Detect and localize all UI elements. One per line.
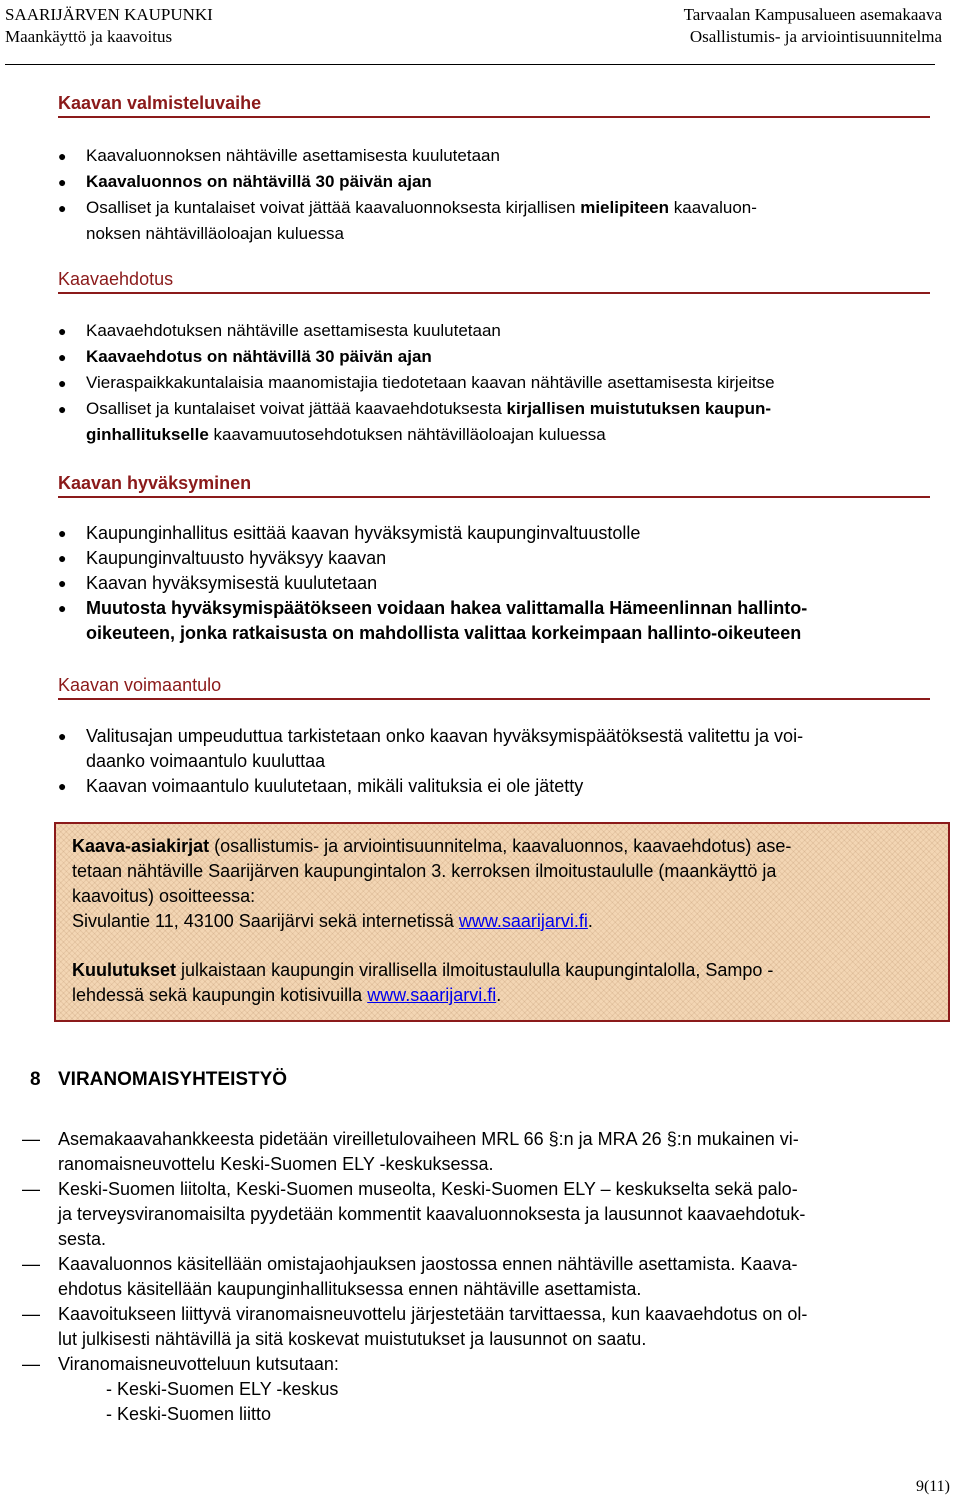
list-viranomaisyhteistyo (22, 1127, 942, 1427)
list-item: ● Osalliset ja kuntalaiset voivat jättää kaavaluonnoksesta kirjallisen mielipiteen kaavaluon- noksen nähtävilläoloajan kuluessa (58, 195, 958, 247)
notice-box (54, 822, 950, 1022)
list-item: ● Kaavaehdotuksen nähtäville asettamisesta kuulutetaan (58, 318, 958, 344)
header-rule (5, 64, 935, 65)
bullet-icon: ● (58, 174, 67, 190)
bullet-icon: ● (58, 600, 67, 616)
notice-paragraph-asiakirjat: Kaava-asiakirjat (osallistumis- ja arviointisuunnitelma, kaavaluonnos, kaavaehdotus) ase- tetaan nähtäville Saarijärven kaupungintalon 3. kerroksen ilmoitustaululle (maankäyttö ja kaavoitus) osoitteessa: Sivulantie 11, 43100 Saarijärvi sekä internetissä www.saarijarvi.fi. (72, 836, 792, 931)
bullet-icon: ● (58, 778, 67, 794)
page-number: 9(11) (915, 1478, 950, 1495)
dash-icon: — (22, 1304, 40, 1324)
sub-item: - Keski-Suomen liitto (106, 1404, 272, 1424)
section-title-valmisteluvaihe: Kaavan valmisteluvaihe (58, 92, 930, 118)
list-item: ● Kaavaluonnos on nähtävillä 30 päivän ajan (58, 169, 958, 195)
bullet-icon: ● (58, 375, 67, 391)
list-item: — Asemakaavahankkeesta pidetään vireilletulovaiheen MRL 66 §:n ja MRA 26 §:n mukainen vi- ranomaisneuvottelu Keski-Suomen ELY -keskuksessa. (22, 1129, 799, 1174)
section-title-voimaantulo: Kaavan voimaantulo (58, 674, 930, 700)
bullet-icon: ● (58, 349, 67, 365)
bullet-icon: ● (58, 401, 67, 417)
bullet-icon: ● (58, 148, 67, 164)
list-item: ● Kaupunginhallitus esittää kaavan hyväksymistä kaupunginvaltuustolle (58, 521, 958, 546)
list-item: ● Valitusajan umpeuduttua tarkistetaan onko kaavan hyväksymispäätöksestä valitettu ja voi- daanko voimaantulo kuuluttaa (58, 726, 804, 771)
dash-icon: — (22, 1179, 40, 1199)
section-heading-8 (30, 1068, 287, 1092)
website-link[interactable]: www.saarijarvi.fi (458, 911, 588, 931)
header-plan: Tarvaalan Kampusalueen asemakaava (683, 5, 942, 24)
list-item: — Kaavoitukseen liittyvä viranomaisneuvottelu järjestetään tarvittaessa, kun kaavaehdotus on ol- lut julkisesti nähtävillä ja sitä koskevat muistutukset ja lausunnot on saatu. (22, 1304, 808, 1349)
section-number: 8 (30, 1069, 41, 1090)
list-item: ● Kaavan hyväksymisestä kuulutetaan (58, 571, 958, 596)
bullet-icon: ● (58, 525, 67, 541)
list-kaavaehdotus (58, 318, 958, 448)
list-item: ● Kaavan voimaantulo kuulutetaan, mikäli valituksia ei ole jätetty (58, 774, 958, 799)
list-voimaantulo (58, 724, 958, 799)
list-item: ● Kaupunginvaltuusto hyväksyy kaavan (58, 546, 958, 571)
section-title-hyvaksyminen: Kaavan hyväksyminen (58, 472, 930, 498)
sub-item: - Keski-Suomen ELY -keskus (106, 1379, 339, 1399)
header-left (5, 4, 213, 48)
list-item: ● Osalliset ja kuntalaiset voivat jättää kaavaehdotuksesta kirjallisen muistutuksen kaupun- ginhallitukselle kaavamuutosehdotuksen nähtävilläoloajan kuluessa (58, 396, 958, 448)
header-org: SAARIJÄRVEN KAUPUNKI (5, 5, 213, 24)
bullet-icon: ● (58, 575, 67, 591)
notice-paragraph-kuulutukset: Kuulutukset julkaistaan kaupungin virallisella ilmoitustaululla kaupungintalolla, Sampo - lehdessä sekä kaupungin kotisivuilla www.saarijarvi.fi. (72, 960, 774, 1005)
list-valmisteluvaihe (58, 143, 958, 247)
website-link[interactable]: www.saarijarvi.fi (367, 985, 497, 1005)
list-item: ● Vieraspaikkakuntalaisia maanomistajia tiedotetaan kaavan nähtäville asettamisesta kirjeitse (58, 370, 958, 396)
dash-icon: — (22, 1254, 40, 1274)
section-heading-text: VIRANOMAISYHTEISTYÖ (58, 1069, 288, 1090)
bullet-icon: ● (58, 550, 67, 566)
header-dept: Maankäyttö ja kaavoitus (5, 27, 173, 46)
list-item: ● Muutosta hyväksymispäätökseen voidaan hakea valittamalla Hämeenlinnan hallinto- oikeuteen, jonka ratkaisusta on mahdollista valittaa korkeimpaan hallinto-oikeuteen (58, 598, 808, 643)
bullet-icon: ● (58, 200, 67, 216)
bullet-icon: ● (58, 323, 67, 339)
header-right (684, 4, 942, 48)
list-item: ● Kaavaluonnoksen nähtäville asettamisesta kuulutetaan (58, 143, 958, 169)
bullet-icon: ● (58, 728, 67, 744)
list-item: — Kaavaluonnos käsitellään omistajaohjauksen jaostossa ennen nähtäville asettamista. Kaava- ehdotus käsitellään kaupunginhallituksessa ennen nähtäville asettamista. (22, 1254, 798, 1299)
section-title-kaavaehdotus: Kaavaehdotus (58, 268, 930, 294)
list-item: — Keski-Suomen liitolta, Keski-Suomen museolta, Keski-Suomen ELY – keskukselta sekä palo- ja terveysviranomaisilta pyydetään kommentit kaavaluonnoksesta ja lausunnot kaavaehdotuk- sesta. (22, 1179, 806, 1249)
dash-icon: — (22, 1129, 40, 1149)
list-hyvaksyminen (58, 521, 958, 646)
dash-icon: — (22, 1354, 40, 1374)
list-item: ● Kaavaehdotus on nähtävillä 30 päivän ajan (58, 344, 958, 370)
list-item: — Viranomaisneuvotteluun kutsutaan: - Keski-Suomen ELY -keskus - Keski-Suomen liitto (22, 1352, 942, 1427)
header-doc: Osallistumis- ja arviointisuunnitelma (689, 27, 942, 46)
